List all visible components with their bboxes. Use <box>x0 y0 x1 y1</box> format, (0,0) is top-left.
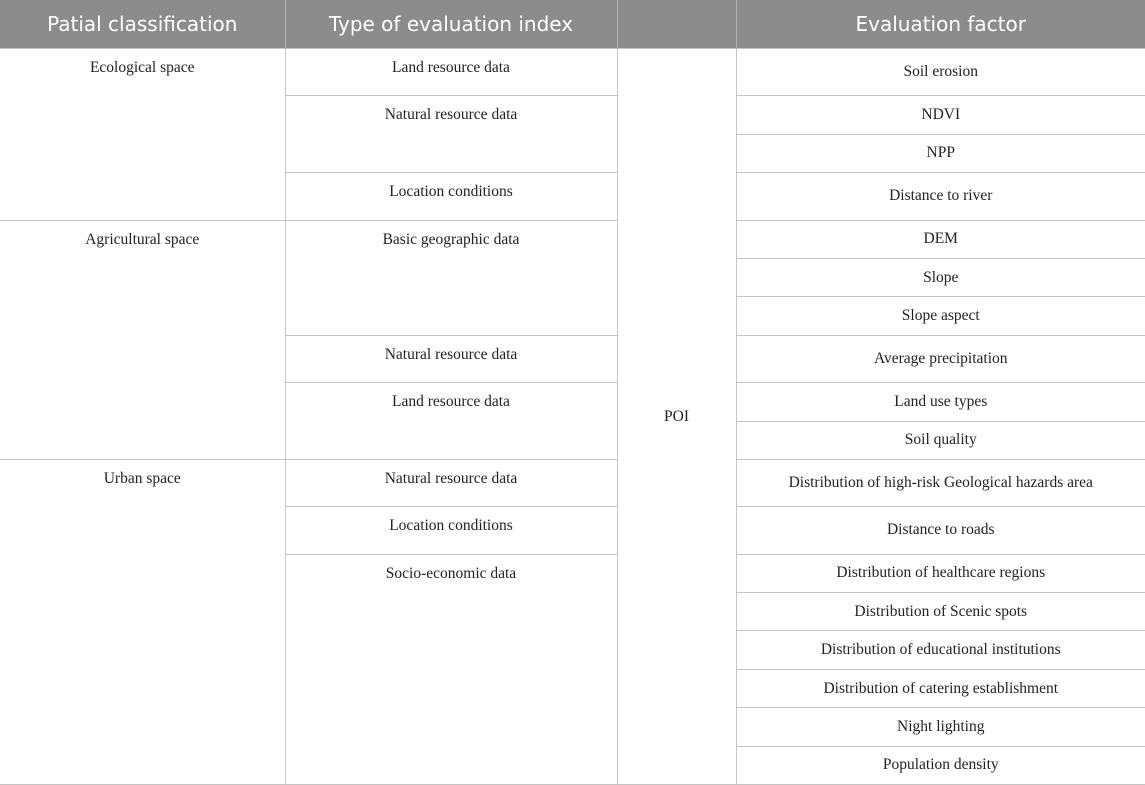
factor-cell: Soil erosion <box>736 49 1145 96</box>
factor-cell: Night lighting <box>736 708 1145 746</box>
space-cell-ecological: Ecological space <box>0 49 285 221</box>
table-body <box>0 49 1145 785</box>
space-cell-agricultural: Agricultural space <box>0 220 285 459</box>
header-spatial-classification: Patial classification <box>0 0 285 49</box>
type-cell: Natural resource data <box>285 335 617 382</box>
factor-cell: Distribution of Scenic spots <box>736 593 1145 631</box>
header-evaluation-factor: Evaluation factor <box>736 0 1145 49</box>
type-cell: Location conditions <box>285 507 617 554</box>
header-blank <box>617 0 736 49</box>
header-type-of-evaluation-index: Type of evaluation index <box>285 0 617 49</box>
header-row <box>0 0 1145 49</box>
type-cell: Socio-economic data <box>285 554 617 784</box>
table-header <box>0 0 1145 49</box>
type-cell: Land resource data <box>285 49 617 96</box>
table-row <box>0 459 1145 506</box>
factor-cell: Land use types <box>736 383 1145 421</box>
factor-cell: Distribution of catering establishment <box>736 669 1145 707</box>
table-row <box>0 220 1145 258</box>
factor-cell: Average precipitation <box>736 335 1145 382</box>
factor-cell: Distance to roads <box>736 507 1145 554</box>
table-row <box>0 49 1145 96</box>
type-cell: Natural resource data <box>285 459 617 506</box>
factor-cell: Distribution of high-risk Geological hazards area <box>736 459 1145 506</box>
poi-cell: POI <box>617 49 736 785</box>
factor-cell: NPP <box>736 134 1145 172</box>
factor-cell: DEM <box>736 220 1145 258</box>
factor-cell: Distribution of educational institutions <box>736 631 1145 669</box>
factor-cell: Population density <box>736 746 1145 784</box>
type-cell: Basic geographic data <box>285 220 617 335</box>
type-cell: Land resource data <box>285 383 617 460</box>
factor-cell: Slope <box>736 258 1145 296</box>
space-cell-urban: Urban space <box>0 459 285 784</box>
factor-cell: Distribution of healthcare regions <box>736 554 1145 592</box>
factor-cell: Slope aspect <box>736 297 1145 335</box>
type-cell: Location conditions <box>285 173 617 220</box>
factor-cell: NDVI <box>736 96 1145 134</box>
type-cell: Natural resource data <box>285 96 617 173</box>
factor-cell: Distance to river <box>736 173 1145 220</box>
factor-cell: Soil quality <box>736 421 1145 459</box>
